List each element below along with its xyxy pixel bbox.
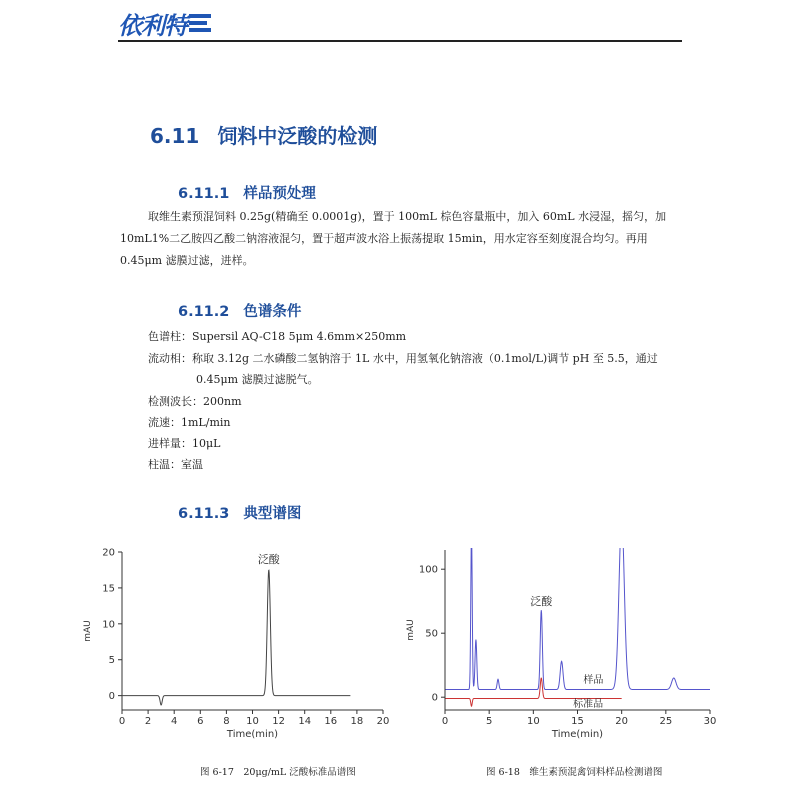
header-rule <box>118 40 682 42</box>
x-tick-label: 14 <box>298 716 312 727</box>
paragraph-line: 10mL1%二乙胺四乙酸二钠溶液混匀，置于超声波水浴上振荡提取 15min，用水定容至刻度混合均匀。再用 <box>120 232 648 245</box>
x-tick-label: 10 <box>526 716 540 727</box>
column-info: 色谱柱：Supersil AQ-C18 5μm 4.6mm×250mm <box>148 330 407 343</box>
flow-info: 流速：1mL/min <box>148 416 231 429</box>
y-tick-label: 5 <box>108 655 115 667</box>
y-tick-label: 10 <box>102 619 115 631</box>
chromatogram-trace-sample <box>445 540 710 690</box>
x-tick-label: 4 <box>171 716 178 727</box>
subsection-title-text: 典型谱图 <box>243 506 302 522</box>
section-title <box>150 120 377 149</box>
y-tick-label: 0 <box>108 691 115 703</box>
y-tick-label: 100 <box>418 564 438 576</box>
series-trace-group <box>445 540 710 706</box>
peak-annotation: 泛酸 <box>530 595 553 609</box>
x-tick-label: 8 <box>223 716 230 727</box>
x-axis-label: Time(min) <box>226 729 279 740</box>
x-tick-label: 12 <box>272 716 285 727</box>
x-tick-label: 20 <box>615 716 629 727</box>
x-tick-label: 0 <box>118 716 126 727</box>
x-tick-label: 0 <box>441 716 449 727</box>
paragraph-line: 0.45μm 滤膜过滤，进样。 <box>120 254 254 267</box>
subsection-title-2 <box>178 300 301 321</box>
x-tick-label: 6 <box>197 716 204 727</box>
subsection-title-text: 色谱条件 <box>243 304 302 320</box>
subsection-title-1 <box>178 182 316 203</box>
y-axis-label: mAU <box>406 619 416 641</box>
chromatogram-trace <box>122 570 350 705</box>
y-tick-label: 0 <box>431 692 438 704</box>
y-axis-label: mAU <box>83 620 93 642</box>
subsection-title-text: 样品预处理 <box>243 186 316 202</box>
subsection-number: 6.11.1 <box>178 186 230 202</box>
standard-chromatogram-chart <box>70 540 400 755</box>
x-tick-label: 16 <box>324 716 338 727</box>
y-tick-label: 20 <box>102 547 115 559</box>
logo-bars-icon <box>189 14 211 32</box>
x-tick-label: 30 <box>703 716 717 727</box>
wavelength-info: 检测波长：200nm <box>148 395 242 408</box>
x-tick-label: 15 <box>571 716 584 727</box>
x-axis-label: Time(min) <box>551 729 604 740</box>
series-label-sample: 样品 <box>583 675 604 687</box>
figure-caption-2: 图 6-18 维生素预混禽饲料样品检测谱图 <box>486 767 663 778</box>
subsection-title-3 <box>178 502 301 523</box>
company-logo <box>118 6 211 40</box>
series-trace-group <box>122 570 350 705</box>
x-tick-label: 5 <box>485 716 493 727</box>
x-tick-label: 18 <box>350 716 364 727</box>
section-number: 6.11 <box>150 124 200 148</box>
x-tick-label: 20 <box>376 716 390 727</box>
y-tick-label: 50 <box>425 628 438 640</box>
x-tick-label: 25 <box>659 716 673 727</box>
injection-info: 进样量：10μL <box>148 437 221 450</box>
peak-annotation: 泛酸 <box>257 552 280 566</box>
mobile-phase-info: 流动相：称取 3.12g 二水磷酸二氢钠溶于 1L 水中，用氢氧化钠溶液（0.1mol/L)调节 pH 至 5.5，通过 <box>148 352 658 365</box>
logo-text: 依利特 <box>118 11 187 40</box>
subsection-number: 6.11.2 <box>178 304 230 320</box>
mobile-phase-info-cont: 0.45μm 滤膜过滤脱气。 <box>196 373 319 386</box>
x-tick-label: 10 <box>246 716 259 727</box>
x-tick-label: 2 <box>144 716 152 727</box>
subsection-number: 6.11.3 <box>178 506 230 522</box>
y-tick-label: 15 <box>102 583 115 595</box>
temperature-info: 柱温：室温 <box>148 458 203 471</box>
series-label-standard: 标准品 <box>573 698 604 710</box>
sample-chromatogram-chart <box>400 540 730 755</box>
section-title-text: 饲料中泛酸的检测 <box>217 124 378 148</box>
paragraph-line: 取维生素预混饲料 0.25g(精确至 0.0001g)，置于 100mL 棕色容量瓶中，加入 60mL 水浸湿，摇匀，加 <box>148 210 667 223</box>
figure-caption-1: 图 6-17 20μg/mL 泛酸标准品谱图 <box>200 767 356 778</box>
